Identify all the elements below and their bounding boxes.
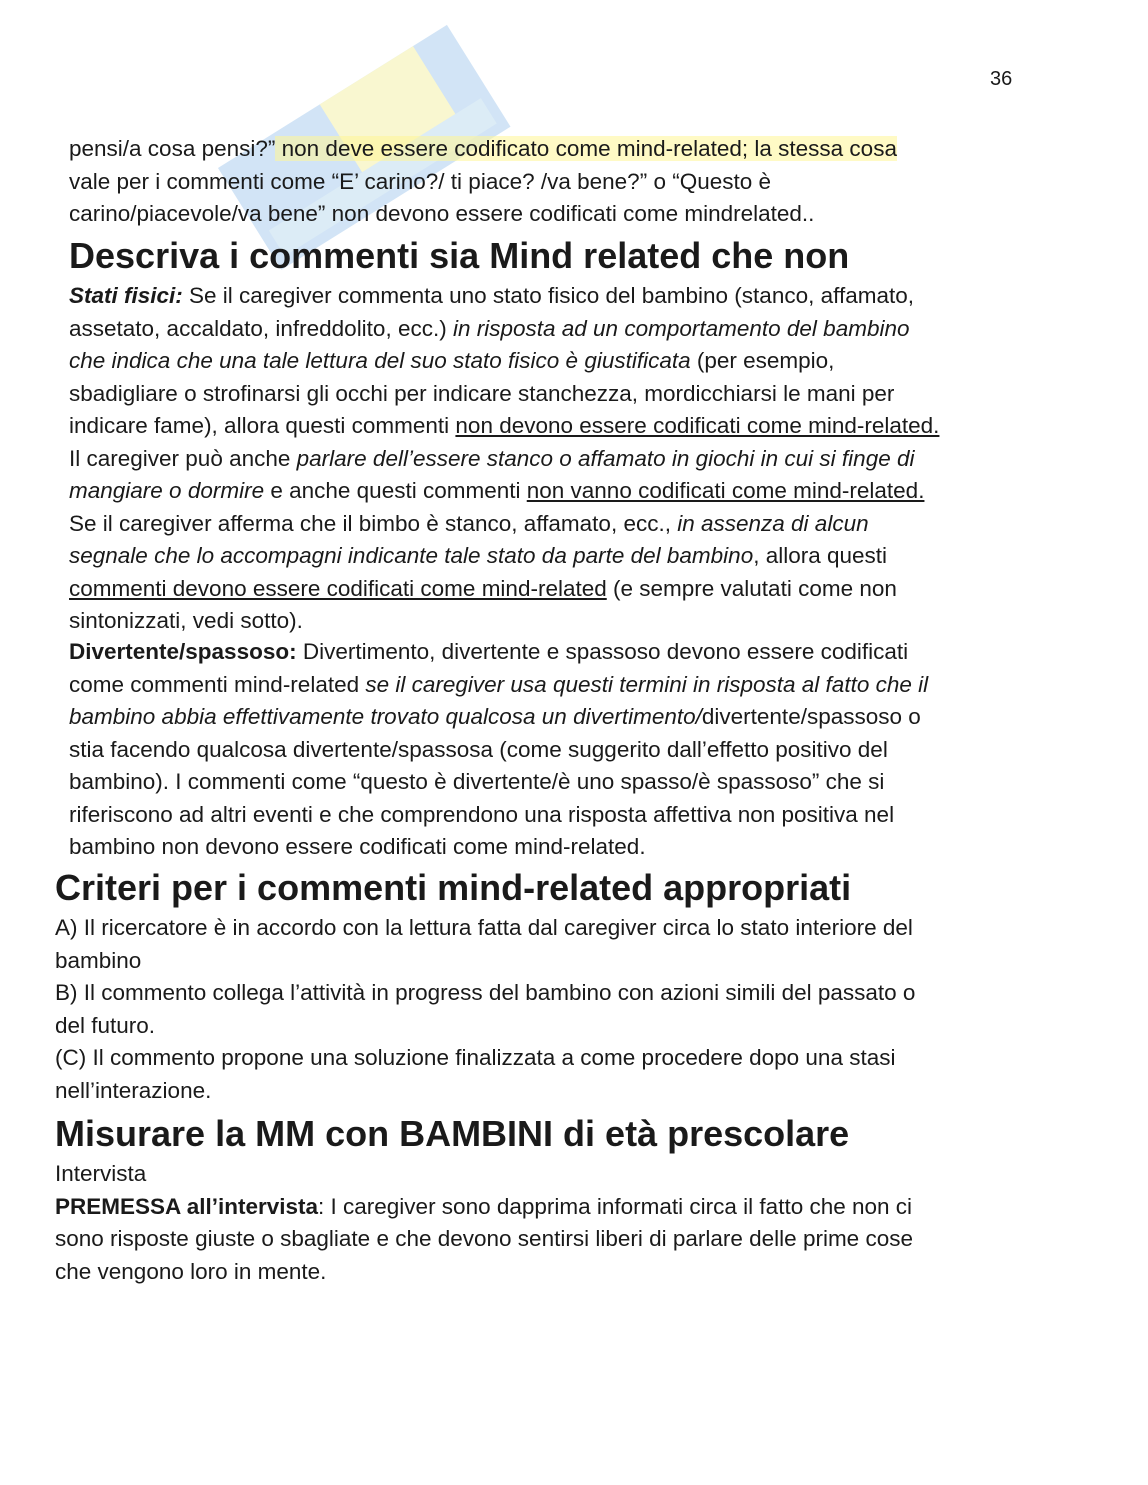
stati-fisici-label: Stati fisici: [69,283,183,308]
criterio-b-line-1: B) Il commento collega l’attività in progress del bambino con azioni simili del passato o [55,980,916,1005]
criterio-c-line-2: nell’interazione. [55,1077,212,1103]
section-heading-descriva: Descriva i commenti sia Mind related che non [69,235,850,276]
section-heading-misurare: Misurare la MM con BAMBINI di età prescolare [55,1113,850,1154]
stati-text-2: assetato, accaldato, infreddolito, ecc.) [69,315,453,341]
premessa-text-1: : I caregiver sono dapprima informati circa il fatto che non ci [318,1193,913,1219]
divertente-label: Divertente/spassoso: [69,639,297,664]
divertente-text-5: bambino). I commenti come “questo è divertente/è uno spasso/è spassoso” che si [69,769,885,794]
stati-italic-5: in assenza di alcun [677,510,869,536]
divertente-text-6: riferiscono ad altri eventi e che comprendono una risposta affettiva non positiva nel [69,801,895,827]
stati-italic-6: segnale che lo accompagni indicante tale stato da parte del bambino [69,543,754,568]
paragraph-criteri [55,912,1085,1107]
page-number: 36 [990,68,1013,90]
stati-text-4: sbadigliare o strofinarsi gli occhi per indicare stanchezza, mordicchiarsi le mani per [69,380,895,406]
stati-text-9: , allora questi [753,543,888,568]
stati-text-5: indicare fame), allora questi commenti [69,413,456,438]
stati-underline-2: non vanno codificati come mind-related. [526,478,925,503]
divertente-text-2: come commenti mind-related [69,671,366,697]
intro-line-2: vale per i commenti come “E’ carino?/ ti piace? /va bene?” o “Questo è [69,168,772,194]
stati-text-8: Se il caregiver afferma che il bimbo è stanco, affamato, ecc., [69,510,678,536]
divertente-text-4: stia facendo qualcosa divertente/spassosa (come suggerito dall’effetto positivo del [69,736,888,762]
divertente-italic-1: se il caregiver usa questi termini in risposta al fatto che il [365,671,929,697]
divertente-text-1: Divertimento, divertente e spassoso devono essere codificati [296,639,909,664]
paragraph-intervista [55,1158,1085,1288]
stati-italic-1: in risposta ad un comportamento del bambino [452,315,910,341]
criterio-a-line-2: bambino [55,947,142,973]
divertente-text-3: divertente/spassoso o [701,704,921,729]
stati-text-11: sintonizzati, vedi sotto). [69,608,303,633]
stati-italic-2: che indica che una tale lettura del suo stato fisico è giustificata [69,348,691,373]
intro-line-3: carino/piacevole/va bene” non devono essere codificati come mindrelated.. [69,201,815,226]
stati-underline-1: non devono essere codificati come mind-related. [455,413,940,438]
intro-line-1b: non deve essere codificato come mind-related; la stessa cosa [275,136,897,161]
subheading-intervista: Intervista [55,1161,147,1186]
stati-text-1: Se il caregiver commenta uno stato fisico del bambino (stanco, affamato, [182,283,914,308]
divertente-italic-2: bambino abbia effettivamente trovato qualcosa un divertimento/ [69,704,702,729]
stati-text-10: (e sempre valutati come non [606,575,897,601]
paragraph-stati-fisici [69,280,1079,638]
divertente-text-7: bambino non devono essere codificati come mind-related. [69,834,646,859]
criterio-b-line-2: del futuro. [55,1012,156,1038]
paragraph-divertente [69,636,1079,864]
section-heading-criteri: Criteri per i commenti mind-related appropriati [55,867,852,908]
premessa-text-3: che vengono loro in mente. [55,1258,327,1284]
stati-text-6: Il caregiver può anche [69,445,297,471]
stati-italic-3: parlare dell’essere stanco o affamato in giochi in cui si finge di [296,445,915,471]
stati-text-3: (per esempio, [690,348,835,373]
stati-italic-4: mangiare o dormire [69,478,265,503]
stati-text-7: e anche questi commenti [264,478,527,503]
criterio-a-line-1: A) Il ricercatore è in accordo con la lettura fatta dal caregiver circa lo stato interiore del [55,915,913,940]
stati-underline-3: commenti devono essere codificati come mind-related [69,575,607,601]
premessa-label: PREMESSA all’intervista [55,1193,319,1219]
criterio-c-line-1: (C) Il commento propone una soluzione finalizzata a come procedere dopo una stasi [55,1045,896,1070]
premessa-text-2: sono risposte giuste o sbagliate e che devono sentirsi liberi di parlare delle prime cose [55,1226,913,1251]
intro-line-1a: pensi/a cosa pensi?” [69,136,276,161]
intro-paragraph [69,133,1079,231]
